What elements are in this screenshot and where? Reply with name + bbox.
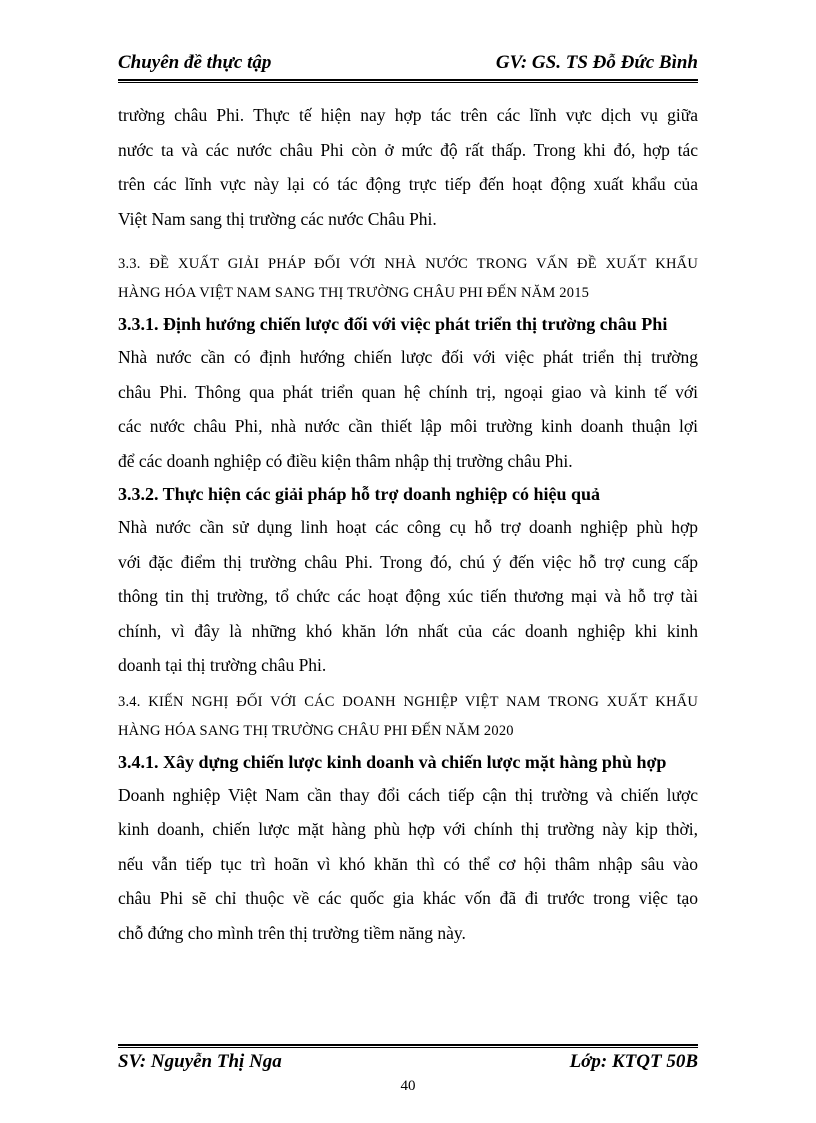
footer-rule <box>118 1044 698 1046</box>
header-course-title: Chuyên đề thực tập <box>118 52 272 73</box>
text-line: Nhà nước cần sử dụng linh hoạt các công cụ hỗ trợ doanh nghiệp phù hợp <box>118 517 698 537</box>
text-line: châu Phi sẽ chỉ thuộc về các quốc gia khác vốn đã đi trước trong việc tạo <box>118 888 698 908</box>
text-line: để các doanh nghiệp có điều kiện thâm nhập thị trường châu Phi. <box>118 450 573 471</box>
text-line: chỗ đứng cho mình trên thị trường tiềm năng này. <box>118 922 466 943</box>
paragraph-3-4-1 <box>118 778 698 951</box>
header-rule-thin <box>118 82 698 83</box>
text-line: trên các lĩnh vực này lại có tác động trực tiếp đến hoạt động xuất khẩu của <box>118 174 698 194</box>
paragraph-intro <box>118 98 698 236</box>
text-line: thông tin thị trường, tổ chức các hoạt động xúc tiến thương mại và hỗ trợ tài <box>118 586 698 606</box>
footer-student-name: SV: Nguyễn Thị Nga <box>118 1051 282 1072</box>
header-rule <box>118 79 698 81</box>
text-line: kinh doanh, chiến lược mặt hàng phù hợp với chính thị trường này kịp thời, <box>118 819 698 839</box>
footer-rule-thin <box>118 1047 698 1048</box>
subheading-3-4-1: 3.4.1. Xây dựng chiến lược kinh doanh và chiến lược mặt hàng phù hợp <box>118 751 667 772</box>
subheading-3-3-1: 3.3.1. Định hướng chiến lược đối với việc phát triển thị trường châu Phi <box>118 314 668 334</box>
text-line: Doanh nghiệp Việt Nam cần thay đổi cách tiếp cận thị trường và chiến lược <box>118 784 698 805</box>
text-line: Việt Nam sang thị trường các nước Châu Phi. <box>118 208 437 229</box>
page-body <box>118 98 698 950</box>
text-line: 3.4. KIẾN NGHỊ ĐỐI VỚI CÁC DOANH NGHIỆP VIỆT NAM TRONG XUẤT KHẨU <box>118 693 698 710</box>
text-line: với đặc điểm thị trường châu Phi. Trong đó, chú ý đến việc hỗ trợ cung cấp <box>118 551 698 572</box>
header-supervisor: GV: GS. TS Đỗ Đức Bình <box>495 52 698 73</box>
text-line: Nhà nước cần có định hướng chiến lược đối với việc phát triển thị trường <box>118 347 698 367</box>
text-line: nước ta và các nước châu Phi còn ở mức độ rất thấp. Trong khi đó, hợp tác <box>118 139 698 160</box>
page-number: 40 <box>400 1078 416 1094</box>
text-line: trường châu Phi. Thực tế hiện nay hợp tác trên các lĩnh vực dịch vụ giữa <box>118 105 698 125</box>
paragraph-3-3-1 <box>118 340 698 478</box>
text-line: nếu vẫn tiếp tục trì hoãn vì khó khăn thì có thể cơ hội thâm nhập sâu vào <box>118 853 698 874</box>
page-header <box>118 50 698 76</box>
text-line: HÀNG HÓA VIỆT NAM SANG THỊ TRƯỜNG CHÂU PHI ĐẾN NĂM 2015 <box>118 285 590 301</box>
text-line: các nước châu Phi, nhà nước cần thiết lập môi trường kinh doanh thuận lợi <box>118 416 698 436</box>
text-line: 3.3. ĐỀ XUẤT GIẢI PHÁP ĐỐI VỚI NHÀ NƯỚC TRONG VẤN ĐỀ XUẤT KHẨU <box>118 256 698 272</box>
text-line: doanh tại thị trường châu Phi. <box>118 655 327 675</box>
page-footer <box>118 1049 698 1075</box>
text-line: HÀNG HÓA SANG THỊ TRƯỜNG CHÂU PHI ĐẾN NĂM 2020 <box>118 722 514 739</box>
section-heading-3-3 <box>118 250 698 308</box>
subheading-3-3-2: 3.3.2. Thực hiện các giải pháp hỗ trợ doanh nghiệp có hiệu quả <box>118 484 601 504</box>
text-line: châu Phi. Thông qua phát triển quan hệ chính trị, ngoại giao và kinh tế với <box>118 381 698 402</box>
paragraph-3-3-2 <box>118 510 698 683</box>
section-heading-3-4 <box>118 688 698 746</box>
text-line: chính, vì đây là những khó khăn lớn nhất của các doanh nghiệp khi kinh <box>118 620 698 641</box>
footer-class: Lớp: KTQT 50B <box>569 1051 698 1072</box>
